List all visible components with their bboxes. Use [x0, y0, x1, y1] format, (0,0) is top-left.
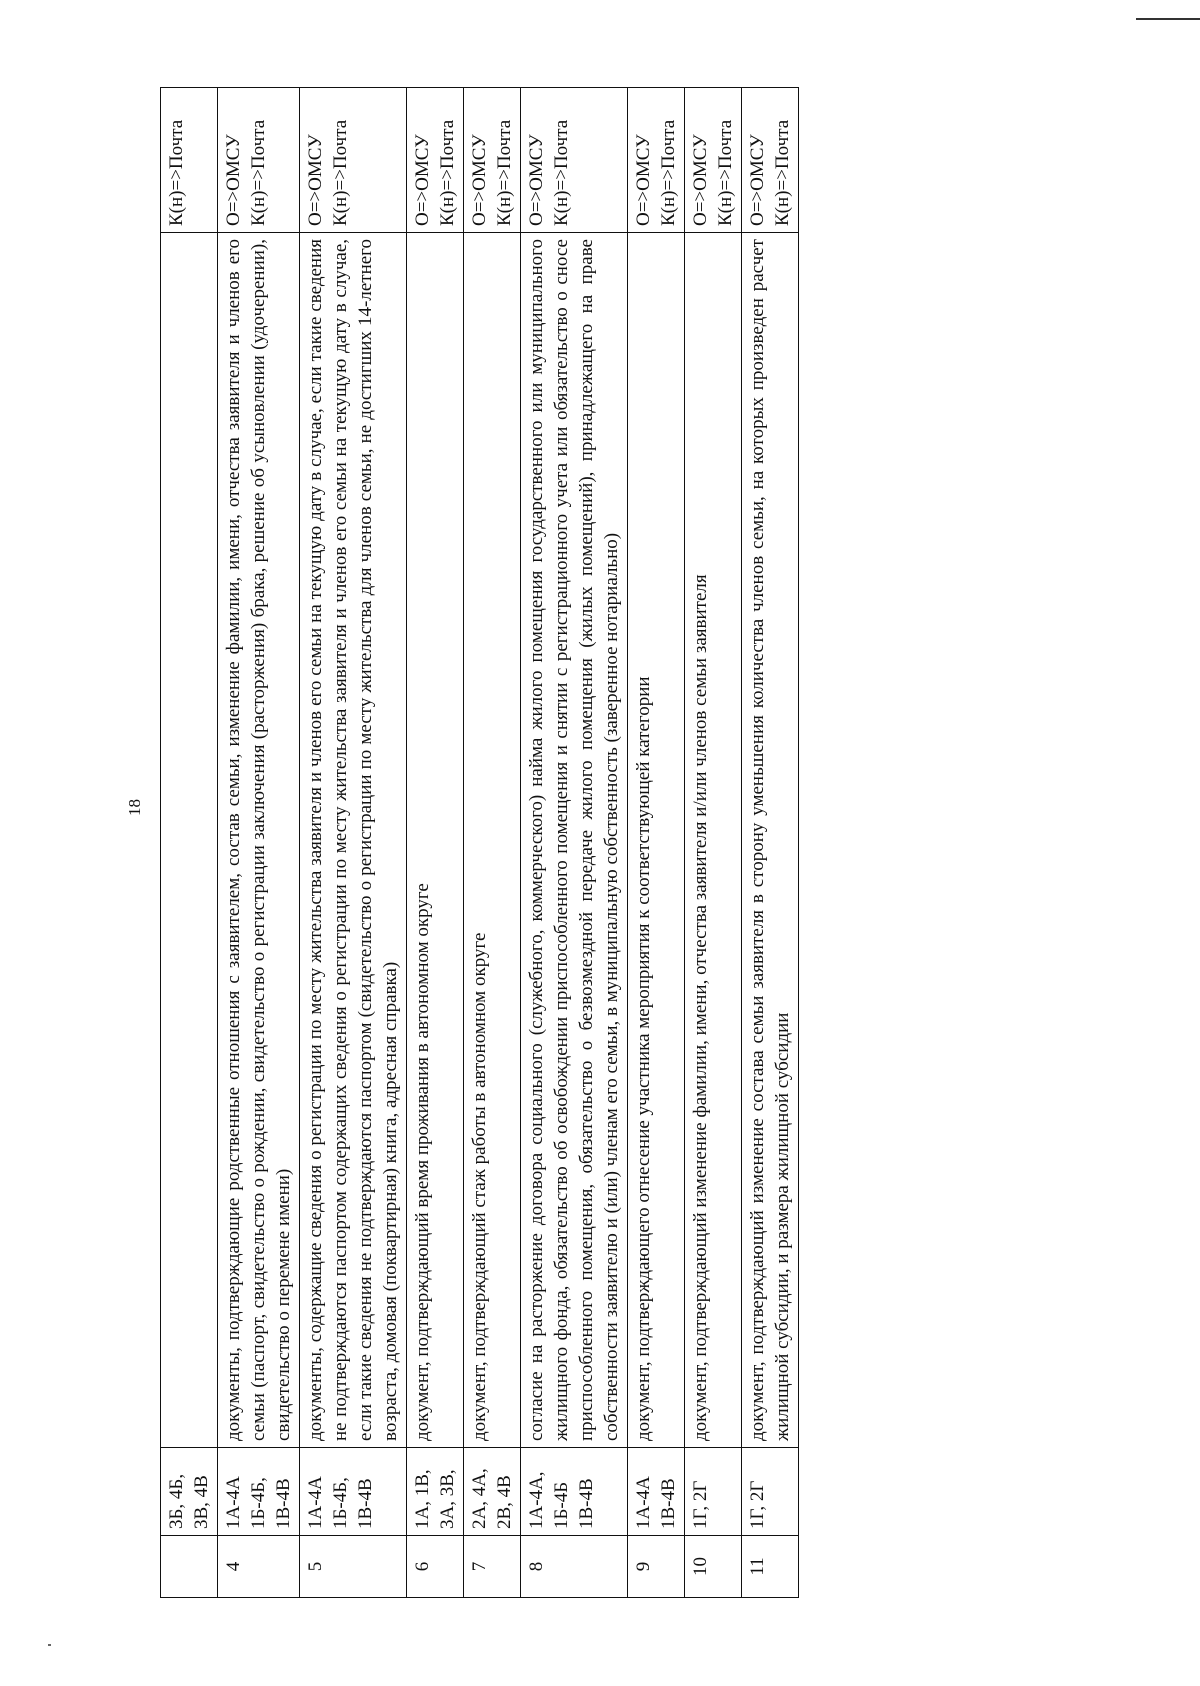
submission-method [521, 88, 628, 233]
category-code-line: 3В, 4В [191, 1475, 212, 1529]
submission-method-line: О=>ОМСУ [690, 134, 711, 226]
category-code-line: 1Г, 2Г [747, 1480, 768, 1529]
category-code-line: 2А, 4А, [469, 1468, 490, 1529]
row-number: 9 [628, 1536, 685, 1598]
category-code-line: 1Б-4Б, [248, 1477, 269, 1529]
submission-method-line: О=>ОМСУ [469, 134, 490, 226]
table-row [300, 88, 407, 1598]
category-code-line: 1В-4В [576, 1478, 597, 1529]
category-code-line: 3А, 3В, [437, 1469, 458, 1529]
category-codes [628, 1448, 685, 1536]
table-row [742, 88, 799, 1598]
document-description: документы, содержащие сведения о регистрации по месту жительства заявителя и членов его семьи на текущую дату в случае, если такие сведения не подтверждаются паспортом содержащих сведения о регистрации по месту жительства заявителя и членов его семьи на текущую дату в случае, если такие сведения не подтверждаются паспортом (свидетельство о регистрации по месту жительства для членов семьи, не достигших 14-летнего возраста, домовая (поквартирная) книга, адресная справка) [300, 233, 407, 1448]
document-description: документ, подтверждающий изменение состава семьи заявителя в сторону уменьшения количества членов семьи, на которых произведен расчет жилищной субсидии, и размера жилищной субсидии [742, 233, 799, 1448]
submission-method [161, 88, 218, 233]
document-description: согласие на расторжение договора социального (служебного, коммерческого) найма жилого помещения государственного или муниципального жилищного фонда, обязательство об освобождении приспособленного помещения и снятии с регистрационного учета или обязательство о сносе приспособленного помещения, обязательство о безвозмездной передаче жилого помещения (жилых помещений), принадлежащего на праве собственности заявителю и (или) членам его семьи, в муниципальную собственность (заверенное нотариально) [521, 233, 628, 1448]
document-description: документ, подтверждающего отнесение участника мероприятия к соответствующей категории [628, 233, 685, 1448]
row-number: 5 [300, 1536, 407, 1598]
submission-method-line: О=>ОМСУ [412, 134, 433, 226]
document-description: документ, подтверждающий стаж работы в автономном округе [464, 233, 521, 1448]
document-description [161, 233, 218, 1448]
table-row [161, 88, 218, 1598]
category-code-line: 1В-4В [658, 1478, 679, 1529]
row-number: 7 [464, 1536, 521, 1598]
row-number: 8 [521, 1536, 628, 1598]
row-number: 10 [685, 1536, 742, 1598]
submission-method-line: К(н)=>Почта [166, 119, 187, 226]
table-row [407, 88, 464, 1598]
scan-speck [48, 1644, 51, 1646]
submission-method-line: К(н)=>Почта [437, 119, 458, 226]
submission-method-line: О=>ОМСУ [526, 134, 547, 226]
row-number: 6 [407, 1536, 464, 1598]
category-codes [300, 1448, 407, 1536]
submission-method-line: К(н)=>Почта [551, 119, 572, 226]
category-codes [407, 1448, 464, 1536]
submission-method-line: О=>ОМСУ [633, 134, 654, 226]
submission-method-line: К(н)=>Почта [658, 119, 679, 226]
table-row [218, 88, 300, 1598]
category-code-line: 1А-4А [633, 1476, 654, 1529]
submission-method-line: К(н)=>Почта [772, 119, 793, 226]
page-number: 18 [125, 799, 144, 816]
row-number: 11 [742, 1536, 799, 1598]
document-description: документы, подтверждающие родственные отношения с заявителем, состав семьи, изменение фамилии, имени, отчества заявителя и членов его семьи (паспорт, свидетельство о рождении, свидетельство о регистрации заключения (расторжения) брака, решение об усыновлении (удочерении), свидетельство о перемене имени) [218, 233, 300, 1448]
category-code-line: 1Б-4Б [551, 1481, 572, 1529]
submission-method-line: К(н)=>Почта [330, 119, 351, 226]
category-code-line: 1А-4А [223, 1476, 244, 1529]
category-codes [521, 1448, 628, 1536]
submission-method [218, 88, 300, 233]
submission-method-line: О=>ОМСУ [747, 134, 768, 226]
submission-method [300, 88, 407, 233]
submission-method-line: К(н)=>Почта [248, 119, 269, 226]
category-code-line: 3Б, 4Б, [166, 1473, 187, 1529]
row-number: 4 [218, 1536, 300, 1598]
submission-method [407, 88, 464, 233]
submission-method [628, 88, 685, 233]
category-code-line: 1А-4А, [526, 1471, 547, 1529]
table-row [685, 88, 742, 1598]
category-code-line: 2В, 4В [494, 1475, 515, 1529]
category-code-line: 1А-4А [305, 1476, 326, 1529]
submission-method [464, 88, 521, 233]
category-code-line: 1В-4В [355, 1478, 376, 1529]
row-number [161, 1536, 218, 1598]
document-description: документ, подтверждающий изменение фамилии, имени, отчества заявителя и/или членов семьи заявителя [685, 233, 742, 1448]
corner-scan-mark [1136, 18, 1200, 20]
category-codes [218, 1448, 300, 1536]
category-code-line: 1В-4В [273, 1478, 294, 1529]
submission-method-line: О=>ОМСУ [223, 134, 244, 226]
category-codes [464, 1448, 521, 1536]
category-codes [685, 1448, 742, 1536]
document-description: документ, подтверждающий время проживания в автономном округе [407, 233, 464, 1448]
category-code-line: 1Б-4Б, [330, 1477, 351, 1529]
table-row [628, 88, 685, 1598]
table-row [521, 88, 628, 1598]
category-codes [742, 1448, 799, 1536]
submission-method-line: О=>ОМСУ [305, 134, 326, 226]
submission-method [685, 88, 742, 233]
documents-table-body [161, 88, 799, 1598]
rotated-page-content [160, 88, 1078, 1598]
category-code-line: 1А, 1В, [412, 1469, 433, 1529]
category-code-line: 1Г, 2Г [690, 1480, 711, 1529]
submission-method [742, 88, 799, 233]
category-codes [161, 1448, 218, 1536]
submission-method-line: К(н)=>Почта [715, 119, 736, 226]
submission-method-line: К(н)=>Почта [494, 119, 515, 226]
table-row [464, 88, 521, 1598]
documents-table [160, 87, 799, 1598]
